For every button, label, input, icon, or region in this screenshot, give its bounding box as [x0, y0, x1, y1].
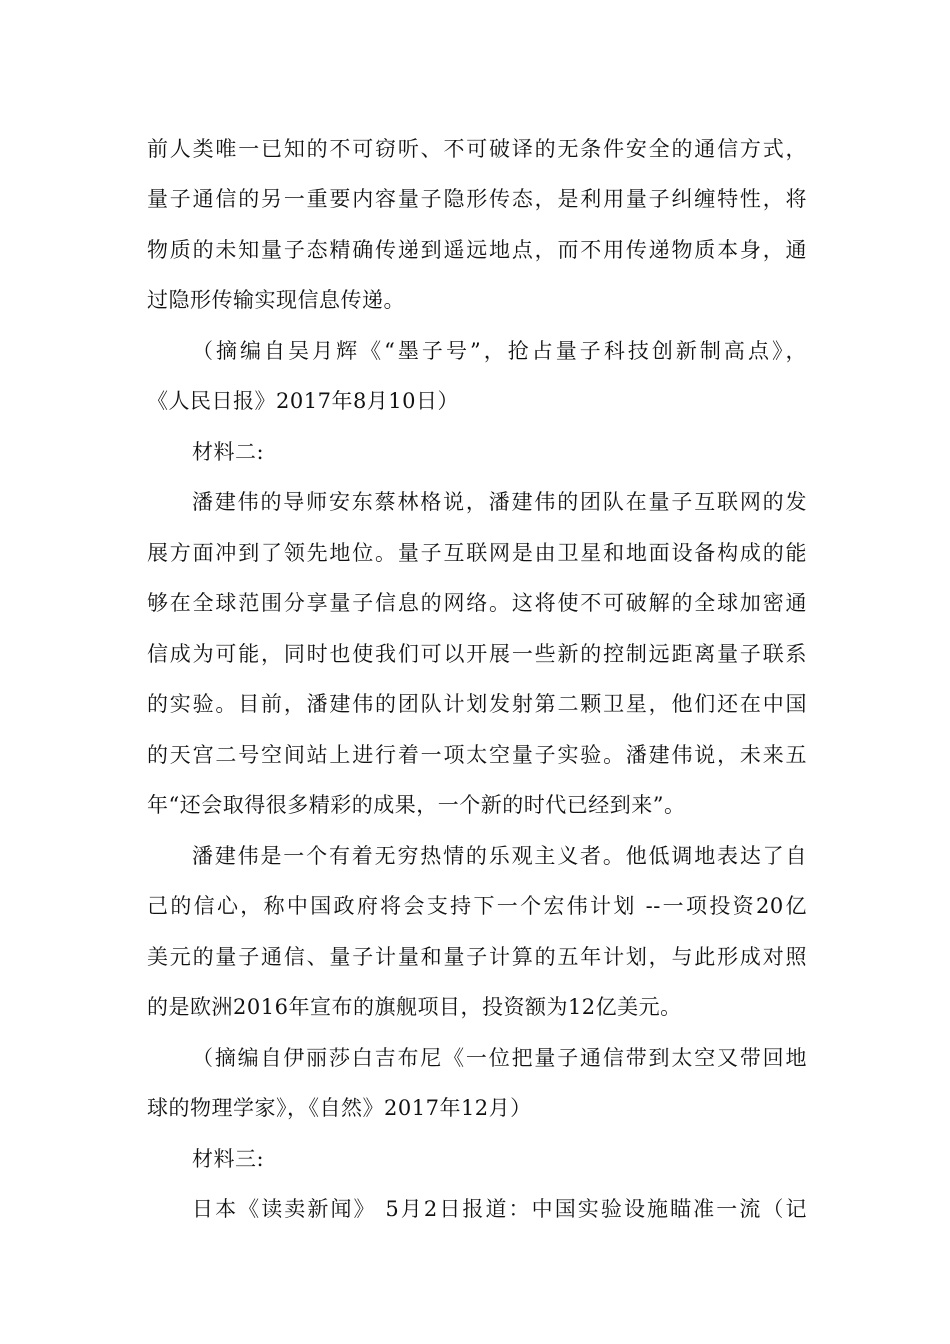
text-line: 日本《读卖新闻》 5月2日报道：中国实验设施瞄准一流（记: [192, 1197, 807, 1221]
citation-line: 球的物理学家》，《自然》2017年12月）: [147, 1096, 532, 1120]
section-heading: 材料三:: [192, 1147, 265, 1171]
text-line: 的是欧洲2016年宣布的旗舰项目，投资额为12亿美元。: [147, 995, 682, 1019]
text-line: 的天宫二号空间站上进行着一项太空量子实验。潘建伟说，未来五: [147, 743, 807, 767]
text-line: 潘建伟是一个有着无穷热情的乐观主义者。他低调地表达了自: [192, 844, 807, 868]
text-line: 的实验。目前，潘建伟的团队计划发射第二颗卫星，他们还在中国: [147, 692, 807, 716]
text-line: 年“还会取得很多精彩的成果，一个新的时代已经到来”。: [147, 793, 686, 817]
citation-line: （摘编自吴月辉《“墨子号”，抢占量子科技创新制高点》，: [192, 339, 807, 363]
section-heading: 材料二:: [192, 440, 265, 464]
citation-line: （摘编自伊丽莎白吉布尼《一位把量子通信带到太空又带回地: [192, 1046, 807, 1070]
text-line: 前人类唯一已知的不可窃听、不可破译的无条件安全的通信方式，: [147, 137, 807, 161]
text-line: 展方面冲到了领先地位。量子互联网是由卫星和地面设备构成的能: [147, 541, 807, 565]
text-line: 己的信心，称中国政府将会支持下一个宏伟计划 --一项投资20亿: [147, 894, 807, 918]
text-line: 过隐形传输实现信息传递。: [147, 288, 405, 312]
citation-line: 《人民日报》2017年8月10日）: [147, 389, 460, 413]
text-line: 物质的未知量子态精确传递到遥远地点，而不用传递物质本身，通: [147, 238, 807, 262]
text-line: 量子通信的另一重要内容量子隐形传态，是利用量子纠缠特性，将: [147, 187, 807, 211]
text-line: 信成为可能，同时也使我们可以开展一些新的控制远距离量子联系: [147, 642, 807, 666]
text-line: 够在全球范围分享量子信息的网络。这将使不可破解的全球加密通: [147, 591, 807, 615]
text-line: 潘建伟的导师安东蔡林格说，潘建伟的团队在量子互联网的发: [192, 490, 807, 514]
text-line: 美元的量子通信、量子计量和量子计算的五年计划，与此形成对照: [147, 945, 807, 969]
